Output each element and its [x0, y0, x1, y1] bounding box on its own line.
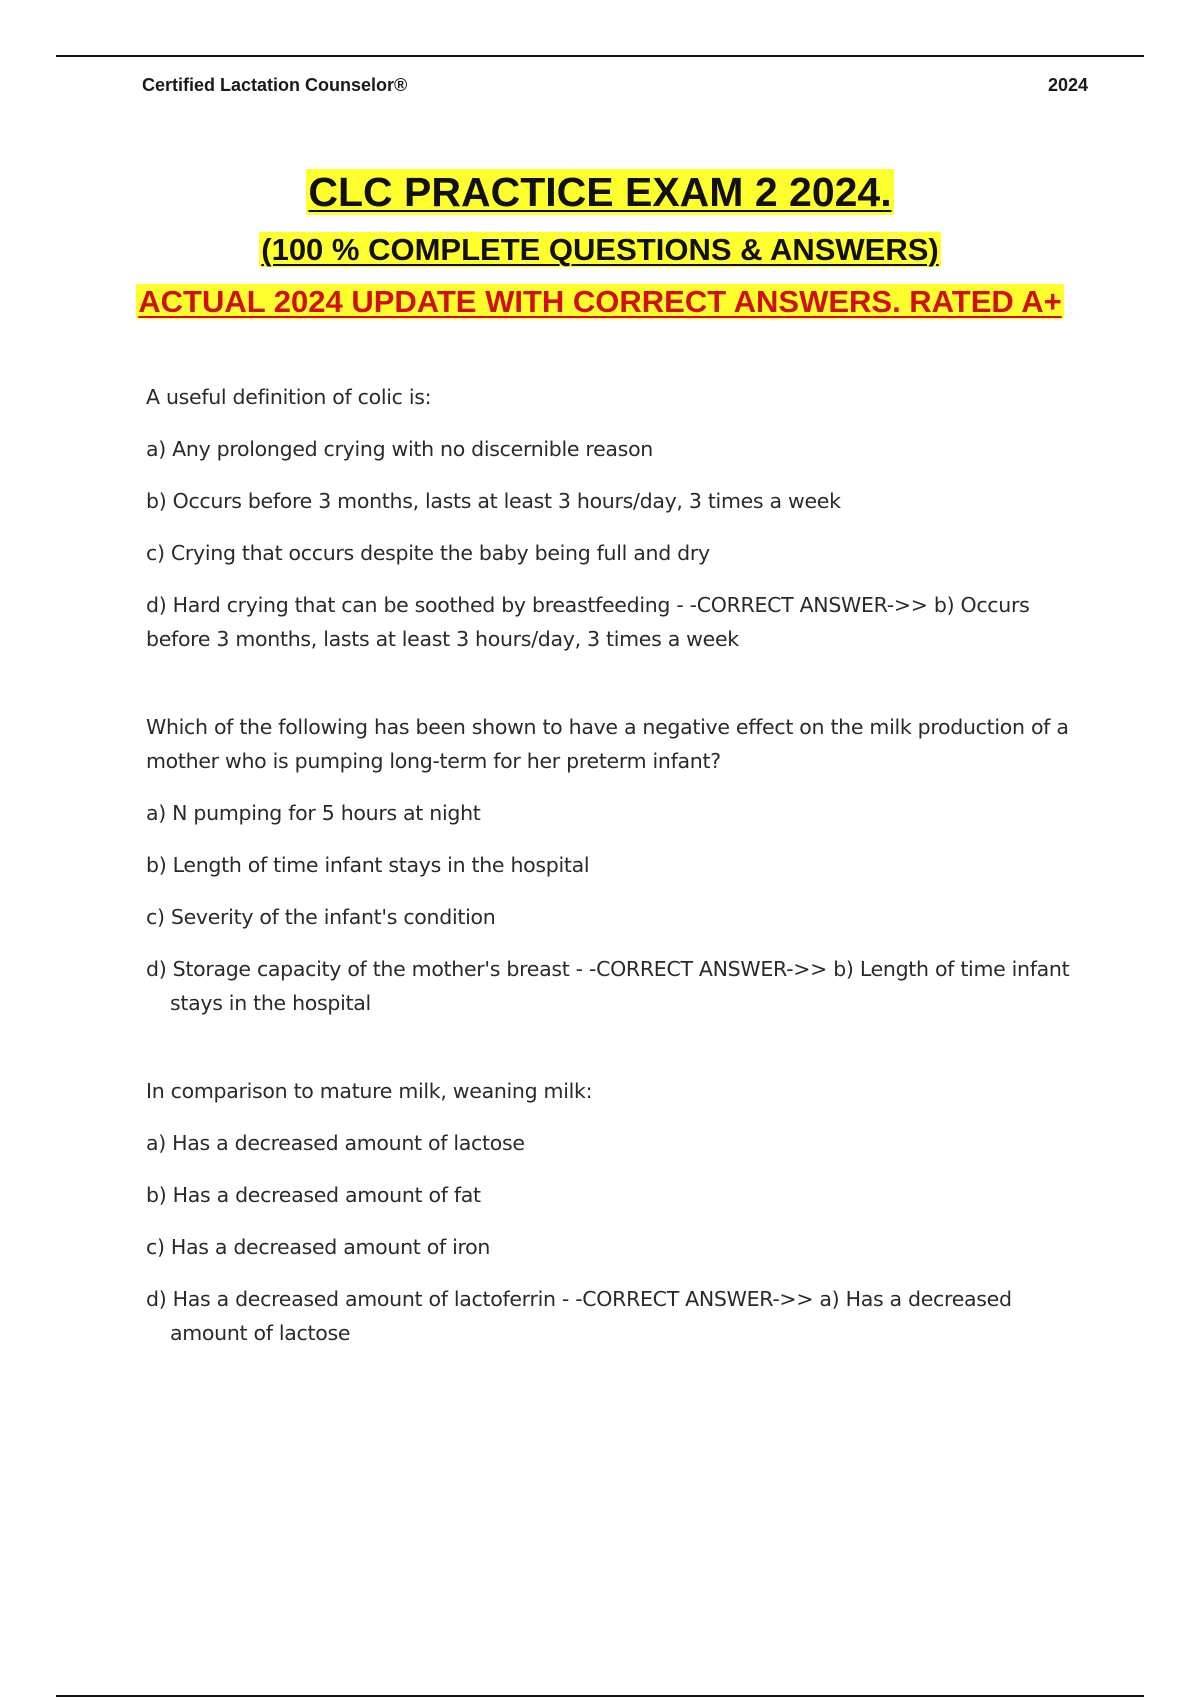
questions-list	[146, 380, 1086, 1404]
question-block	[146, 380, 1086, 656]
question-block	[146, 1074, 1086, 1350]
header-year: 2024	[1047, 75, 1088, 95]
answer-option-with-correct-answer: d) Has a decreased amount of lactoferrin - -CORRECT ANSWER->> a) Has a decreased amount of lactose	[146, 1287, 1012, 1345]
title-subtitle: (100 % COMPLETE QUESTIONS & ANSWERS)	[261, 232, 939, 267]
answer-option: a) N pumping for 5 hours at night	[146, 801, 481, 825]
answer-option: b) Length of time infant stays in the hospital	[146, 853, 590, 877]
question-text: In comparison to mature milk, weaning milk:	[146, 1079, 593, 1103]
document-title-block	[0, 160, 1200, 328]
title-main: CLC PRACTICE EXAM 2 2024.	[308, 169, 892, 215]
top-rule	[56, 55, 1144, 57]
answer-option: c) Has a decreased amount of iron	[146, 1235, 491, 1259]
answer-option: b) Occurs before 3 months, lasts at least 3 hours/day, 3 times a week	[146, 489, 841, 513]
title-update-note: ACTUAL 2024 UPDATE WITH CORRECT ANSWERS. RATED A+	[138, 284, 1062, 319]
bottom-rule	[56, 1695, 1144, 1697]
question-text: A useful definition of colic is:	[146, 385, 432, 409]
title-line-1	[0, 160, 1200, 224]
answer-option: c) Crying that occurs despite the baby being full and dry	[146, 541, 710, 565]
title-line-3	[0, 276, 1200, 328]
answer-option: a) Has a decreased amount of lactose	[146, 1131, 525, 1155]
answer-option-with-correct-answer: d) Hard crying that can be soothed by breastfeeding - -CORRECT ANSWER->> b) Occurs before 3 months, lasts at least 3 hours/day, 3 times a week	[146, 593, 1030, 651]
header-title: Certified Lactation Counselor®	[142, 75, 408, 95]
answer-option-with-correct-answer: d) Storage capacity of the mother's breast - -CORRECT ANSWER->> b) Length of time infant stays in the hospital	[146, 957, 1070, 1015]
answer-option: a) Any prolonged crying with no discernible reason	[146, 437, 653, 461]
question-block	[146, 710, 1086, 1020]
question-text: Which of the following has been shown to have a negative effect on the milk production of a mother who is pumping long-term for her preterm infant?	[146, 715, 1069, 773]
answer-option: b) Has a decreased amount of fat	[146, 1183, 481, 1207]
page-header	[142, 75, 1088, 101]
answer-option: c) Severity of the infant's condition	[146, 905, 496, 929]
title-line-2	[0, 224, 1200, 276]
